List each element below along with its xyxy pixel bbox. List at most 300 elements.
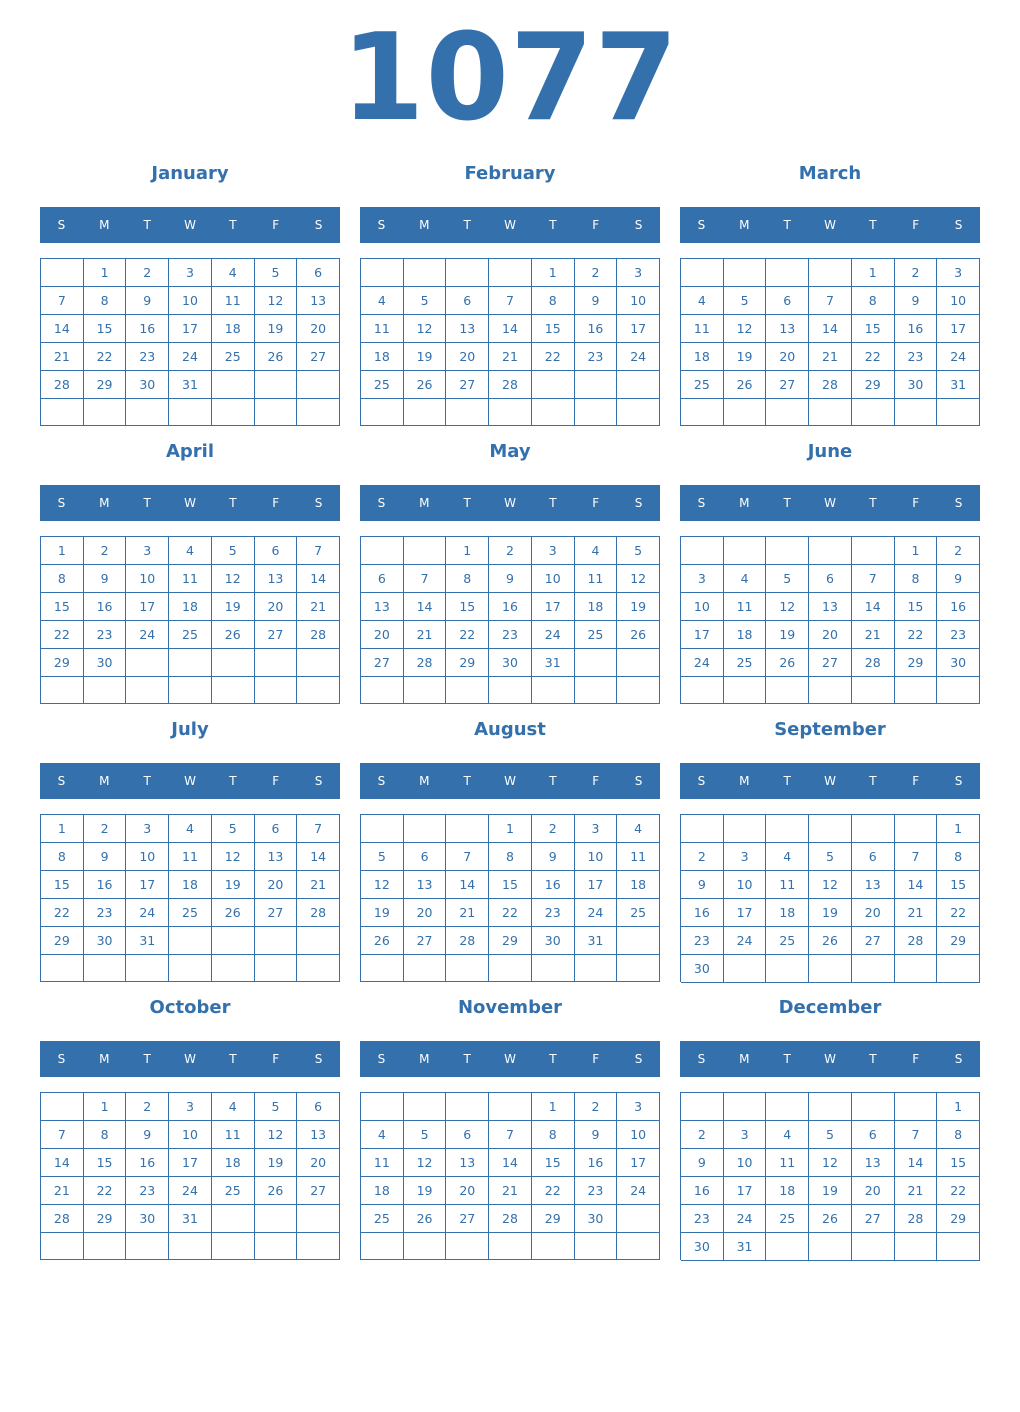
day-cell: 14 bbox=[895, 1149, 938, 1177]
day-cell: 22 bbox=[41, 621, 84, 649]
day-cell: 18 bbox=[766, 1177, 809, 1205]
weekday-label: T bbox=[783, 496, 791, 510]
day-cell: 28 bbox=[41, 1205, 84, 1233]
day-cell: 26 bbox=[255, 1177, 298, 1205]
day-cell: 30 bbox=[681, 955, 724, 983]
day-cell: 31 bbox=[575, 927, 618, 955]
day-cell: 21 bbox=[41, 343, 84, 371]
empty-cell bbox=[489, 1093, 532, 1121]
day-cell: 11 bbox=[575, 565, 618, 593]
day-cell: 22 bbox=[489, 899, 532, 927]
day-cell: 30 bbox=[126, 371, 169, 399]
day-cell: 7 bbox=[41, 287, 84, 315]
day-cell: 11 bbox=[169, 565, 212, 593]
weekday-label: S bbox=[314, 496, 323, 510]
day-cell: 5 bbox=[404, 1121, 447, 1149]
day-cell: 29 bbox=[489, 927, 532, 955]
empty-cell bbox=[766, 677, 809, 704]
weekday-label: W bbox=[824, 496, 836, 510]
weekday-label: S bbox=[634, 218, 643, 232]
day-cell: 6 bbox=[297, 1093, 340, 1121]
day-cell: 23 bbox=[575, 1177, 618, 1205]
empty-cell bbox=[297, 677, 340, 704]
empty-cell bbox=[169, 1233, 212, 1260]
day-cell: 13 bbox=[255, 843, 298, 871]
weekday-header bbox=[360, 207, 660, 243]
empty-cell bbox=[681, 537, 724, 565]
day-cell: 1 bbox=[489, 815, 532, 843]
empty-cell bbox=[84, 399, 127, 426]
day-cell: 26 bbox=[361, 927, 404, 955]
empty-cell bbox=[126, 399, 169, 426]
day-cell: 13 bbox=[852, 1149, 895, 1177]
empty-cell bbox=[212, 955, 255, 982]
day-cell: 11 bbox=[766, 1149, 809, 1177]
day-cell: 21 bbox=[297, 871, 340, 899]
day-cell: 12 bbox=[404, 1149, 447, 1177]
empty-cell bbox=[255, 371, 298, 399]
day-cell: 29 bbox=[41, 927, 84, 955]
day-cell: 26 bbox=[809, 1205, 852, 1233]
day-cell: 17 bbox=[617, 1149, 660, 1177]
day-cell: 5 bbox=[212, 815, 255, 843]
empty-cell bbox=[297, 1233, 340, 1260]
day-cell: 5 bbox=[255, 1093, 298, 1121]
weekday-label: F bbox=[592, 496, 600, 510]
empty-cell bbox=[169, 927, 212, 955]
empty-cell bbox=[617, 1205, 660, 1233]
empty-cell bbox=[41, 259, 84, 287]
empty-cell bbox=[212, 371, 255, 399]
empty-cell bbox=[937, 399, 980, 426]
day-cell: 23 bbox=[575, 343, 618, 371]
day-cell: 12 bbox=[255, 1121, 298, 1149]
day-cell: 15 bbox=[84, 315, 127, 343]
weekday-label: M bbox=[419, 1052, 430, 1066]
weekday-label: M bbox=[739, 1052, 750, 1066]
day-cell: 20 bbox=[809, 621, 852, 649]
day-cell: 24 bbox=[126, 899, 169, 927]
day-cell: 18 bbox=[212, 1149, 255, 1177]
weekday-label: T bbox=[463, 1052, 471, 1066]
day-cell: 6 bbox=[809, 565, 852, 593]
empty-cell bbox=[169, 649, 212, 677]
day-cell: 29 bbox=[446, 649, 489, 677]
day-cell: 23 bbox=[126, 343, 169, 371]
day-cell: 1 bbox=[41, 537, 84, 565]
day-cell: 6 bbox=[766, 287, 809, 315]
weekday-label: M bbox=[99, 496, 110, 510]
day-cell: 8 bbox=[489, 843, 532, 871]
day-cell: 2 bbox=[126, 1093, 169, 1121]
weekday-label: T bbox=[143, 218, 151, 232]
day-cell: 15 bbox=[532, 1149, 575, 1177]
day-cell: 1 bbox=[895, 537, 938, 565]
empty-cell bbox=[361, 537, 404, 565]
day-cell: 23 bbox=[532, 899, 575, 927]
day-cell: 7 bbox=[297, 815, 340, 843]
day-cell: 23 bbox=[681, 1205, 724, 1233]
day-cell: 2 bbox=[681, 843, 724, 871]
day-cell: 5 bbox=[255, 259, 298, 287]
empty-cell bbox=[617, 399, 660, 426]
weekday-label: M bbox=[419, 496, 430, 510]
empty-cell bbox=[361, 815, 404, 843]
weekday-label: T bbox=[783, 774, 791, 788]
empty-cell bbox=[809, 955, 852, 983]
day-cell: 8 bbox=[937, 1121, 980, 1149]
weekday-label: M bbox=[739, 496, 750, 510]
empty-cell bbox=[766, 399, 809, 426]
day-cell: 16 bbox=[681, 1177, 724, 1205]
day-cell: 29 bbox=[937, 927, 980, 955]
day-cell: 23 bbox=[895, 343, 938, 371]
day-cell: 25 bbox=[212, 1177, 255, 1205]
day-cell: 12 bbox=[404, 315, 447, 343]
day-cell: 27 bbox=[809, 649, 852, 677]
empty-cell bbox=[212, 677, 255, 704]
month-name: August bbox=[474, 719, 546, 740]
day-cell: 23 bbox=[681, 927, 724, 955]
empty-cell bbox=[169, 955, 212, 982]
day-grid bbox=[360, 258, 660, 426]
empty-cell bbox=[532, 399, 575, 426]
day-cell: 5 bbox=[404, 287, 447, 315]
weekday-label: T bbox=[229, 774, 237, 788]
day-cell: 7 bbox=[895, 1121, 938, 1149]
empty-cell bbox=[766, 955, 809, 983]
day-cell: 3 bbox=[532, 537, 575, 565]
day-cell: 4 bbox=[681, 287, 724, 315]
empty-cell bbox=[297, 955, 340, 982]
empty-cell bbox=[852, 1233, 895, 1261]
day-cell: 2 bbox=[681, 1121, 724, 1149]
day-cell: 28 bbox=[895, 927, 938, 955]
weekday-label: S bbox=[377, 1052, 386, 1066]
day-cell: 17 bbox=[681, 621, 724, 649]
empty-cell bbox=[575, 649, 618, 677]
weekday-label: W bbox=[504, 774, 516, 788]
empty-cell bbox=[895, 955, 938, 983]
weekday-label: F bbox=[272, 496, 280, 510]
weekday-label: S bbox=[634, 1052, 643, 1066]
empty-cell bbox=[169, 399, 212, 426]
day-cell: 30 bbox=[895, 371, 938, 399]
empty-cell bbox=[126, 649, 169, 677]
empty-cell bbox=[724, 815, 767, 843]
empty-cell bbox=[404, 399, 447, 426]
empty-cell bbox=[681, 399, 724, 426]
empty-cell bbox=[126, 1233, 169, 1260]
day-cell: 30 bbox=[84, 649, 127, 677]
day-cell: 4 bbox=[617, 815, 660, 843]
day-cell: 28 bbox=[297, 621, 340, 649]
day-cell: 24 bbox=[937, 343, 980, 371]
day-cell: 14 bbox=[446, 871, 489, 899]
day-cell: 9 bbox=[489, 565, 532, 593]
day-cell: 12 bbox=[809, 1149, 852, 1177]
day-cell: 29 bbox=[895, 649, 938, 677]
day-cell: 31 bbox=[126, 927, 169, 955]
day-cell: 24 bbox=[681, 649, 724, 677]
empty-cell bbox=[255, 677, 298, 704]
day-cell: 2 bbox=[489, 537, 532, 565]
empty-cell bbox=[724, 537, 767, 565]
day-cell: 21 bbox=[297, 593, 340, 621]
empty-cell bbox=[41, 1093, 84, 1121]
day-cell: 24 bbox=[532, 621, 575, 649]
day-cell: 25 bbox=[361, 371, 404, 399]
day-cell: 12 bbox=[255, 287, 298, 315]
empty-cell bbox=[404, 537, 447, 565]
weekday-label: T bbox=[783, 218, 791, 232]
day-cell: 24 bbox=[617, 1177, 660, 1205]
empty-cell bbox=[212, 399, 255, 426]
weekday-label: S bbox=[57, 774, 66, 788]
day-cell: 21 bbox=[489, 343, 532, 371]
day-grid bbox=[360, 814, 660, 982]
empty-cell bbox=[895, 399, 938, 426]
empty-cell bbox=[617, 955, 660, 982]
day-cell: 27 bbox=[255, 621, 298, 649]
day-cell: 28 bbox=[489, 371, 532, 399]
day-cell: 22 bbox=[532, 1177, 575, 1205]
day-cell: 14 bbox=[895, 871, 938, 899]
day-cell: 25 bbox=[575, 621, 618, 649]
day-cell: 8 bbox=[895, 565, 938, 593]
day-cell: 10 bbox=[617, 287, 660, 315]
day-cell: 6 bbox=[361, 565, 404, 593]
weekday-label: S bbox=[634, 496, 643, 510]
weekday-label: M bbox=[419, 218, 430, 232]
day-cell: 17 bbox=[126, 593, 169, 621]
day-cell: 22 bbox=[446, 621, 489, 649]
day-cell: 17 bbox=[169, 1149, 212, 1177]
empty-cell bbox=[724, 259, 767, 287]
day-cell: 25 bbox=[361, 1205, 404, 1233]
weekday-label: S bbox=[697, 496, 706, 510]
day-cell: 7 bbox=[489, 1121, 532, 1149]
day-cell: 18 bbox=[724, 621, 767, 649]
day-cell: 4 bbox=[212, 1093, 255, 1121]
empty-cell bbox=[809, 399, 852, 426]
empty-cell bbox=[126, 955, 169, 982]
weekday-label: T bbox=[463, 774, 471, 788]
empty-cell bbox=[361, 955, 404, 982]
day-cell: 18 bbox=[575, 593, 618, 621]
day-cell: 7 bbox=[404, 565, 447, 593]
empty-cell bbox=[41, 1233, 84, 1260]
day-cell: 4 bbox=[361, 1121, 404, 1149]
weekday-label: T bbox=[869, 496, 877, 510]
day-cell: 7 bbox=[895, 843, 938, 871]
weekday-label: S bbox=[314, 218, 323, 232]
day-cell: 19 bbox=[361, 899, 404, 927]
day-cell: 15 bbox=[937, 871, 980, 899]
day-cell: 6 bbox=[852, 843, 895, 871]
day-cell: 12 bbox=[766, 593, 809, 621]
day-cell: 5 bbox=[766, 565, 809, 593]
day-cell: 1 bbox=[937, 815, 980, 843]
empty-cell bbox=[575, 399, 618, 426]
day-cell: 12 bbox=[724, 315, 767, 343]
day-cell: 8 bbox=[41, 843, 84, 871]
day-cell: 16 bbox=[937, 593, 980, 621]
day-cell: 2 bbox=[937, 537, 980, 565]
day-cell: 25 bbox=[169, 899, 212, 927]
empty-cell bbox=[809, 1233, 852, 1261]
day-cell: 30 bbox=[575, 1205, 618, 1233]
day-cell: 22 bbox=[852, 343, 895, 371]
empty-cell bbox=[404, 955, 447, 982]
day-cell: 21 bbox=[809, 343, 852, 371]
weekday-label: M bbox=[99, 218, 110, 232]
day-cell: 14 bbox=[41, 1149, 84, 1177]
day-grid bbox=[40, 258, 340, 426]
day-cell: 21 bbox=[446, 899, 489, 927]
day-cell: 3 bbox=[724, 1121, 767, 1149]
weekday-label: W bbox=[184, 774, 196, 788]
empty-cell bbox=[255, 955, 298, 982]
day-cell: 25 bbox=[724, 649, 767, 677]
day-cell: 24 bbox=[575, 899, 618, 927]
day-cell: 10 bbox=[169, 1121, 212, 1149]
day-cell: 3 bbox=[617, 1093, 660, 1121]
day-cell: 30 bbox=[126, 1205, 169, 1233]
empty-cell bbox=[297, 1205, 340, 1233]
day-cell: 14 bbox=[297, 565, 340, 593]
weekday-label: M bbox=[739, 774, 750, 788]
day-cell: 3 bbox=[575, 815, 618, 843]
weekday-header bbox=[680, 763, 980, 799]
empty-cell bbox=[724, 677, 767, 704]
day-cell: 11 bbox=[361, 1149, 404, 1177]
day-cell: 20 bbox=[446, 1177, 489, 1205]
empty-cell bbox=[489, 955, 532, 982]
empty-cell bbox=[895, 677, 938, 704]
day-cell: 28 bbox=[809, 371, 852, 399]
day-cell: 13 bbox=[404, 871, 447, 899]
weekday-label: T bbox=[549, 774, 557, 788]
day-cell: 7 bbox=[297, 537, 340, 565]
day-cell: 10 bbox=[126, 843, 169, 871]
empty-cell bbox=[404, 815, 447, 843]
day-cell: 8 bbox=[852, 287, 895, 315]
day-cell: 6 bbox=[852, 1121, 895, 1149]
empty-cell bbox=[766, 259, 809, 287]
weekday-label: T bbox=[869, 774, 877, 788]
day-cell: 25 bbox=[681, 371, 724, 399]
day-cell: 15 bbox=[41, 871, 84, 899]
day-cell: 24 bbox=[724, 1205, 767, 1233]
day-cell: 15 bbox=[852, 315, 895, 343]
day-cell: 31 bbox=[169, 1205, 212, 1233]
weekday-header bbox=[360, 1041, 660, 1077]
month-name: July bbox=[171, 719, 209, 740]
day-cell: 28 bbox=[895, 1205, 938, 1233]
day-cell: 19 bbox=[404, 1177, 447, 1205]
empty-cell bbox=[724, 399, 767, 426]
day-cell: 26 bbox=[404, 1205, 447, 1233]
day-cell: 7 bbox=[809, 287, 852, 315]
empty-cell bbox=[724, 955, 767, 983]
empty-cell bbox=[84, 955, 127, 982]
empty-cell bbox=[724, 1093, 767, 1121]
empty-cell bbox=[169, 677, 212, 704]
day-cell: 16 bbox=[489, 593, 532, 621]
empty-cell bbox=[446, 677, 489, 704]
day-cell: 22 bbox=[532, 343, 575, 371]
day-cell: 17 bbox=[126, 871, 169, 899]
day-cell: 16 bbox=[575, 1149, 618, 1177]
weekday-label: T bbox=[783, 1052, 791, 1066]
empty-cell bbox=[852, 955, 895, 983]
day-cell: 8 bbox=[84, 287, 127, 315]
day-cell: 9 bbox=[84, 843, 127, 871]
weekday-label: F bbox=[272, 218, 280, 232]
day-cell: 3 bbox=[681, 565, 724, 593]
weekday-label: T bbox=[869, 1052, 877, 1066]
empty-cell bbox=[937, 1233, 980, 1261]
day-cell: 10 bbox=[617, 1121, 660, 1149]
day-cell: 17 bbox=[724, 1177, 767, 1205]
empty-cell bbox=[852, 1093, 895, 1121]
empty-cell bbox=[852, 815, 895, 843]
empty-cell bbox=[255, 927, 298, 955]
day-grid bbox=[360, 1092, 660, 1260]
day-cell: 10 bbox=[575, 843, 618, 871]
day-cell: 3 bbox=[724, 843, 767, 871]
empty-cell bbox=[361, 259, 404, 287]
day-cell: 5 bbox=[617, 537, 660, 565]
day-grid bbox=[680, 258, 980, 426]
day-cell: 14 bbox=[489, 1149, 532, 1177]
day-cell: 31 bbox=[169, 371, 212, 399]
day-cell: 22 bbox=[84, 343, 127, 371]
day-cell: 20 bbox=[255, 871, 298, 899]
day-cell: 28 bbox=[852, 649, 895, 677]
day-cell: 11 bbox=[617, 843, 660, 871]
day-cell: 4 bbox=[212, 259, 255, 287]
day-cell: 15 bbox=[937, 1149, 980, 1177]
day-grid bbox=[40, 1092, 340, 1260]
day-cell: 27 bbox=[766, 371, 809, 399]
day-cell: 1 bbox=[41, 815, 84, 843]
weekday-label: W bbox=[184, 1052, 196, 1066]
day-cell: 21 bbox=[895, 1177, 938, 1205]
month-name: April bbox=[165, 441, 215, 462]
weekday-label: F bbox=[592, 218, 600, 232]
day-cell: 4 bbox=[169, 537, 212, 565]
weekday-label: T bbox=[549, 1052, 557, 1066]
day-cell: 15 bbox=[532, 315, 575, 343]
day-cell: 5 bbox=[724, 287, 767, 315]
day-cell: 13 bbox=[852, 871, 895, 899]
empty-cell bbox=[446, 259, 489, 287]
month-name: March bbox=[798, 163, 862, 184]
empty-cell bbox=[404, 1093, 447, 1121]
day-cell: 1 bbox=[532, 259, 575, 287]
day-cell: 30 bbox=[681, 1233, 724, 1261]
day-cell: 30 bbox=[84, 927, 127, 955]
day-cell: 1 bbox=[84, 1093, 127, 1121]
weekday-label: F bbox=[272, 774, 280, 788]
empty-cell bbox=[852, 399, 895, 426]
day-cell: 2 bbox=[126, 259, 169, 287]
weekday-label: S bbox=[377, 774, 386, 788]
day-cell: 2 bbox=[575, 1093, 618, 1121]
day-cell: 25 bbox=[169, 621, 212, 649]
